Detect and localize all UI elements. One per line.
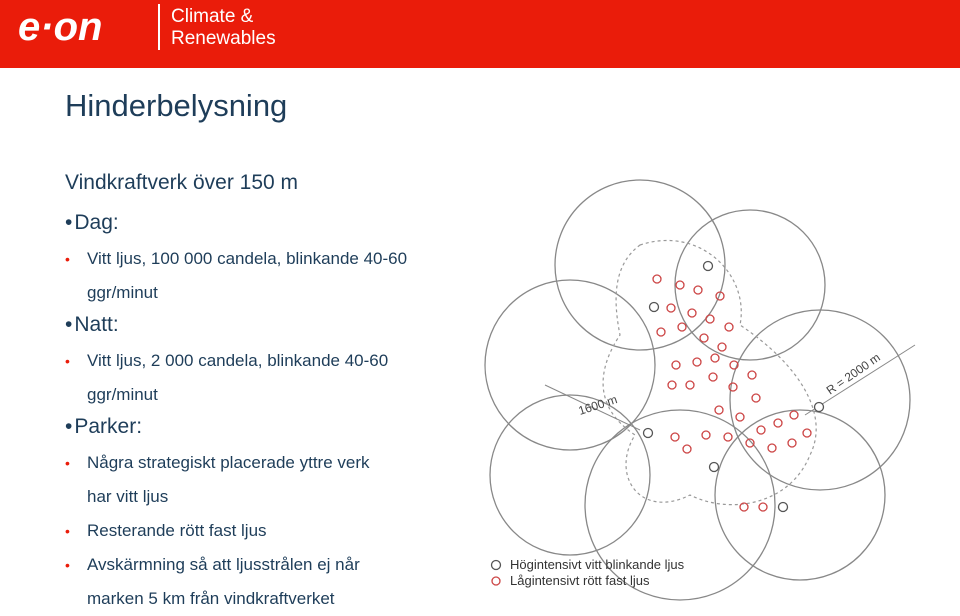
label-radius: R = 2000 m — [823, 350, 883, 398]
bullet-icon: • — [65, 455, 70, 471]
list-item-text: Några strategiskt placerade yttre verk — [87, 453, 370, 472]
list-item-text: Resterande rött fast ljus — [87, 521, 267, 540]
list-item-text: marken 5 km från vindkraftverket — [87, 589, 335, 608]
slide-content — [65, 168, 485, 616]
brand-name — [171, 6, 276, 50]
list-item — [65, 344, 485, 378]
red-lights — [653, 275, 811, 511]
legend-red-text: Lågintensivt rött fast ljus — [510, 573, 650, 588]
white-lights — [644, 262, 824, 512]
section-heading-parks: •Parker: — [65, 415, 143, 438]
header-bar — [0, 0, 960, 68]
bullet-icon: • — [65, 353, 70, 369]
label-1600m: 1600 m — [576, 392, 619, 418]
legend-red-icon — [492, 577, 500, 585]
section-heading-day: •Dag: — [65, 211, 119, 234]
list-item-text: Avskärmning så att ljusstrålen ej når — [87, 555, 360, 574]
list-item-text: ggr/minut — [87, 283, 158, 302]
bullet-icon: • — [65, 251, 70, 267]
page-title: Hinderbelysning — [65, 88, 288, 123]
list-item — [65, 242, 485, 276]
section-heading-day-text: Dag: — [74, 211, 119, 234]
subtitle: Vindkraftverk över 150 m — [65, 171, 299, 194]
list-item — [65, 514, 485, 548]
list-item-text: Vitt ljus, 2 000 candela, blinkande 40-60 — [87, 351, 389, 370]
list-item — [65, 446, 485, 480]
section-heading-parks-text: Parker: — [74, 415, 143, 438]
logo-text: e·on — [18, 5, 103, 49]
list-item-text: ggr/minut — [87, 385, 158, 404]
legend-white-icon — [492, 561, 501, 570]
list-item-text: Vitt ljus, 100 000 candela, blinkande 40-60 — [87, 249, 408, 268]
list-item-continuation — [65, 378, 485, 412]
coverage-circles — [485, 180, 910, 600]
brand-line-1: Climate & — [171, 6, 254, 27]
section-heading-night-text: Natt: — [74, 313, 119, 336]
list-item-text: har vitt ljus — [87, 487, 169, 506]
bullet-icon: • — [65, 557, 70, 573]
list-item-continuation — [65, 276, 485, 310]
logo-divider — [158, 4, 160, 50]
section-heading-night: •Natt: — [65, 313, 119, 336]
legend-white-text: Högintensivt vitt blinkande ljus — [510, 557, 685, 572]
eon-logo — [18, 4, 153, 50]
list-item — [65, 548, 485, 582]
bullet-icon: • — [65, 523, 70, 539]
list-item-continuation — [65, 480, 485, 514]
legend — [492, 557, 685, 588]
wind-farm-lighting-diagram — [460, 175, 960, 607]
list-item-continuation — [65, 582, 485, 616]
brand-line-2: Renewables — [171, 28, 276, 49]
